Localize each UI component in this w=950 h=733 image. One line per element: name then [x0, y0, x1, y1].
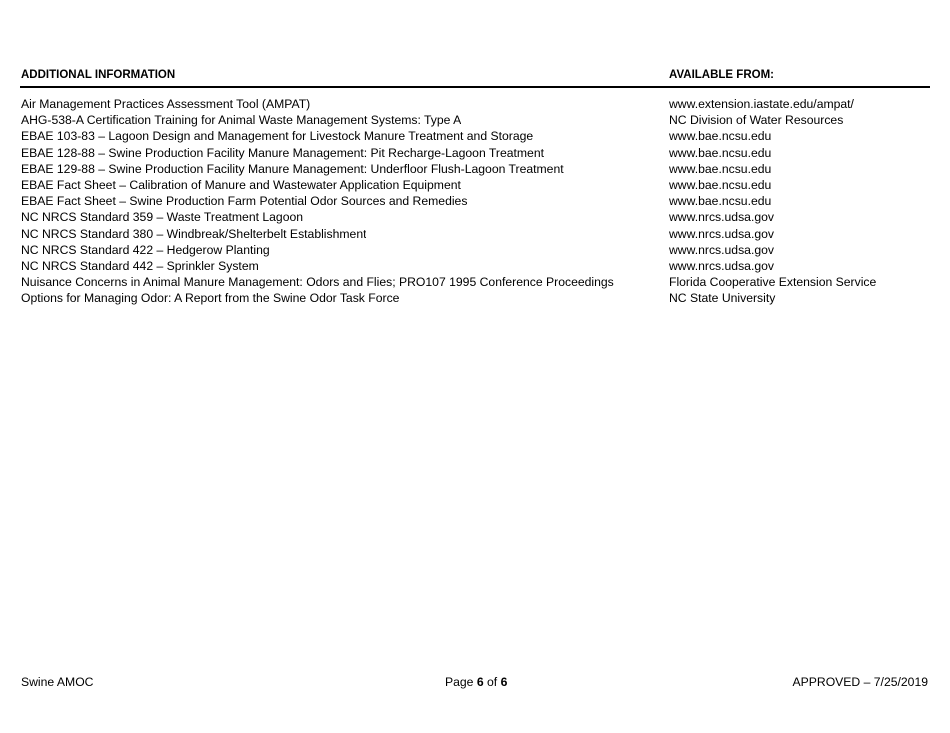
resource-title: NC NRCS Standard 442 – Sprinkler System — [21, 258, 259, 273]
table-header — [20, 68, 930, 88]
table-row — [21, 128, 930, 144]
resource-title: NC NRCS Standard 359 – Waste Treatment Lagoon — [21, 210, 304, 225]
resource-source: www.bae.ncsu.edu — [669, 177, 772, 192]
resource-title: NC NRCS Standard 422 – Hedgerow Planting — [21, 242, 270, 257]
resource-source: www.bae.ncsu.edu — [669, 129, 772, 144]
resource-source: www.nrcs.udsa.gov — [669, 226, 774, 241]
resource-title: Air Management Practices Assessment Tool (AMPAT) — [21, 97, 311, 111]
resource-list — [21, 96, 930, 306]
resource-source: www.bae.ncsu.edu — [669, 194, 772, 209]
additional-information-heading: ADDITIONAL INFORMATION — [21, 69, 176, 81]
resource-title: Nuisance Concerns in Animal Manure Management: Odors and Flies; PRO107 1995 Conference Proceedings — [21, 275, 614, 290]
table-row — [21, 193, 930, 209]
resource-source: www.nrcs.udsa.gov — [669, 258, 774, 273]
table-row — [21, 177, 930, 193]
resource-source: www.nrcs.udsa.gov — [669, 242, 774, 257]
table-row — [21, 209, 930, 225]
table-row — [21, 112, 930, 128]
table-row — [21, 274, 930, 290]
resource-source: www.bae.ncsu.edu — [669, 161, 772, 176]
document-name: Swine AMOC — [21, 675, 94, 689]
resource-title: EBAE Fact Sheet – Calibration of Manure and Wastewater Application Equipment — [21, 177, 461, 192]
available-from-heading: AVAILABLE FROM: — [669, 69, 774, 81]
page-of: of — [483, 675, 501, 689]
resource-source: NC State University — [669, 291, 776, 306]
page-current: 6 — [476, 675, 484, 689]
resource-title: AHG-538-A Certification Training for Animal Waste Management Systems: Type A — [21, 113, 462, 128]
page-footer — [21, 674, 928, 692]
resource-title: NC NRCS Standard 380 – Windbreak/Shelterbelt Establishment — [21, 226, 367, 241]
approval-date: APPROVED – 7/25/2019 — [792, 675, 928, 689]
table-row — [21, 290, 930, 306]
table-row — [21, 258, 930, 274]
resource-source: www.bae.ncsu.edu — [669, 145, 772, 160]
resource-source: Florida Cooperative Extension Service — [669, 275, 877, 290]
page-total: 6 — [500, 675, 508, 689]
table-row — [21, 161, 930, 177]
table-row — [21, 242, 930, 258]
resource-title: Options for Managing Odor: A Report from the Swine Odor Task Force — [21, 291, 400, 306]
resource-source: www.nrcs.udsa.gov — [669, 210, 774, 225]
page-number — [445, 674, 507, 690]
resource-title: EBAE Fact Sheet – Swine Production Farm Potential Odor Sources and Remedies — [21, 194, 468, 209]
resource-title: EBAE 103-83 – Lagoon Design and Management for Livestock Manure Treatment and Storage — [21, 129, 534, 144]
resource-source: NC Division of Water Resources — [669, 113, 844, 128]
resource-title: EBAE 128-88 – Swine Production Facility Manure Management: Pit Recharge-Lagoon Treatment — [21, 145, 544, 160]
page-prefix: Page — [445, 675, 477, 689]
table-row — [21, 145, 930, 161]
resource-title: EBAE 129-88 – Swine Production Facility Manure Management: Underfloor Flush-Lagoon Treatment — [21, 161, 564, 176]
resource-source: www.extension.iastate.edu/ampat/ — [669, 97, 854, 111]
table-row — [21, 226, 930, 242]
table-row — [21, 96, 930, 112]
